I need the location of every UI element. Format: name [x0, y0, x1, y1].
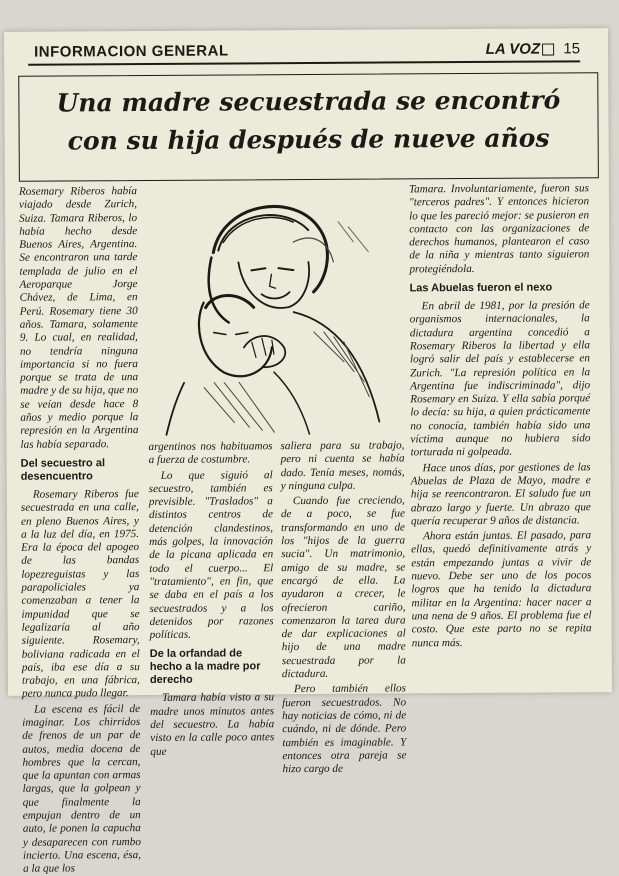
- subhead-orfandad: De la orfandad de hecho a la madre por derecho: [149, 647, 261, 687]
- article-column-1: [19, 185, 141, 876]
- article-paragraph: Lo que siguió al secuestro, también es previsible. "Traslados" a distintos centros de detención clandestinos, más golpes, la innovación de la picana aplicada en todo el cuerpo... El "tratamiento", en fin, que se daba en el país a los secuestrados y a los detenidos por razones políticas.: [148, 468, 274, 642]
- article-column-4: [409, 182, 592, 650]
- article-paragraph: saliera para su trabajo, pero ni cuenta se había dado. Tenía meses, nomás, y ninguna culpa.: [280, 439, 405, 493]
- article-paragraph: Tamara. Involuntariamente, fueron sus "terceros padres". Y entonces hicieron lo que les pareció mejor: se pusieron en contacto con las organizaciones de derechos humanos, plantearon el caso de la niña y mientras tanto siguieron protegiéndola.: [408, 182, 590, 276]
- article-paragraph: La escena es fácil de imaginar. Los chirridos de frenos de un par de autos, media docena de hombres que la cercan, que la apuntan con armas largas, que la golpean y que finalmente la empujan dentro de un auto, le ponen la capucha y desaparecen con rumbo incierto. Una escena, ésa, a la que los: [22, 702, 142, 875]
- article-paragraph: En abril de 1981, por la presión de organismos internacionales, la dictadura argentina concedió a Rosemary Riberos la libertad y ella logró salir del país y establecerse en Zurich. "La represión política en la Argentina fue indiscriminada", dijo Rosemary en Suiza. Y ella sabía porqué lo decía: su hija, a quien prácticamente no conocía, también había sido una víctima aunque no hubiera sido torturada ni golpeada.: [409, 299, 591, 459]
- article-paragraph: Tamara había visto a su madre unos minutos antes del secuestro. La había visto en la calle poco antes que: [150, 691, 275, 758]
- article-paragraph: argentinos nos habituamos a fuerza de costumbre.: [148, 440, 273, 467]
- article-paragraph: Pero también ellos fueron secuestrados. No hay noticias de cómo, ni de cuándo, ni de dónde. Pero también es imaginable. Y entonces otra pareja se hizo cargo de: [282, 682, 407, 776]
- mother-daughter-illustration: [143, 181, 407, 438]
- section-title: INFORMACION GENERAL: [34, 42, 229, 61]
- article-headline: Una madre secuestrada se encontró con su hija después de nueve años: [56, 85, 561, 156]
- article-paragraph: Cuando fue creciendo, de a poco, se fue transformando en uno de los "hijos de la guerra sucia". Un matrimonio, amigo de su madre, se encargó de ella. La ayudaron a crecer, le ofrecieron cariño, comenzaron la tarea dura de dar explicaciones al hijo de una madre secuestrada por la dictadura.: [280, 494, 406, 681]
- article-paragraph: Ahora están juntas. El pasado, para ellas, quedó definitivamente atrás y están empezando juntas a vivir de nuevo. Debe ser uno de los pocos logros que ha tenido la dictadura militar en la Argentina: hacer nacer a una nena de 9 años. El problema fue el costo. Que este parto no se repita nunca más.: [411, 529, 592, 649]
- newspaper-name: LA VOZ: [485, 40, 541, 58]
- article-paragraph: Hace unos días, por gestiones de las Abuelas de Plaza de Mayo, madre e hija se reencontraron. El saludo fue un abrazo largo y fuerte. Un abrazo que quería recuperar 9 años de distancia.: [410, 460, 591, 528]
- sketch-drawing: [143, 181, 407, 438]
- article-column-2: [148, 440, 274, 759]
- article-intro: Rosemary Riberos había viajado desde Zurich, Suiza. Tamara Riberos, lo había hecho desde Buenos Aires, Argentina. Se encontraron una tarde templada de julio en el Aeroparque Jorge Chávez, de Lima, en Perú. Rosemary tiene 30 años. Tamara, solamente 9. Lo cual, en realidad, no tendría ninguna importancia si no fuera porque se trata de una madre y de su hija, que no se veían desde hace 8 años y medio porque la represión en la Argentina las había separado.: [18, 185, 139, 451]
- article-paragraph: Rosemary Riberos fue secuestrada en una calle, en pleno Buenos Aires, y a la luz del día, en 1975. Era la época del apogeo de las bandas lopezreguistas y las parapoliciales ya comenzaban a tener la impunidad que se legalizaría al año siguiente. Rosemary, boliviana radicada en el país, iba ese día a su trabajo, en una fábrica, pero nunca pudo llegar.: [20, 487, 140, 701]
- headline-frame: [18, 72, 599, 182]
- newspaper-page: [4, 28, 612, 875]
- subhead-abuelas: Las Abuelas fueron el nexo: [409, 281, 553, 295]
- page-number: 15: [563, 40, 581, 58]
- article-column-3: [280, 439, 406, 776]
- page-box-icon: [542, 43, 554, 55]
- subhead-secuestro: Del secuestro al desencuentro: [20, 457, 106, 483]
- page-header: [28, 38, 580, 65]
